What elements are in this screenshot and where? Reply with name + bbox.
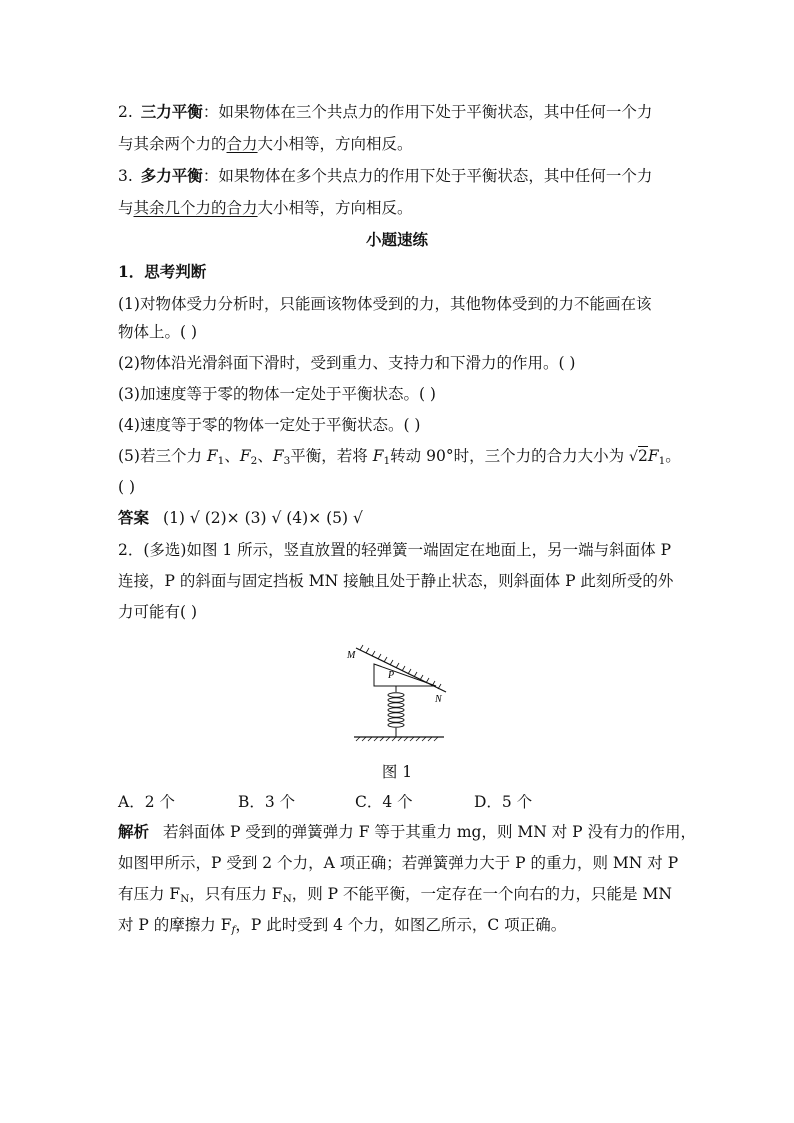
spring — [388, 686, 404, 737]
question-2-line1: 2．(多选)如图 1 所示，竖直放置的轻弹簧一端固定在地面上，另一端与斜面体 P — [118, 541, 672, 559]
statement-1a: (1)对物体受力分析时，只能画该物体受到的力，其他物体受到的力不能画在该 — [118, 295, 652, 313]
sqrt2-formula: $√2F_1$ — [629, 447, 666, 467]
paragraph-three-force-line1: 2. 三力平衡：如果物体在三个共点力的作用下处于平衡状态，其中任何一个力 — [118, 102, 653, 121]
label-p: P — [388, 670, 395, 681]
label-m: M — [347, 650, 356, 661]
question-1-title: 1．思考判断 — [118, 262, 207, 281]
figure-caption: 图 1 — [381, 763, 413, 781]
paragraph-multi-force-line2: 与其余几个力的合力大小相等，方向相反。 — [118, 199, 413, 217]
analysis-line4: 对 P 的摩擦力 $F_f$，P 此时受到 4 个力，如图乙所示，C 项正确。 — [118, 916, 567, 936]
analysis-line2: 如图甲所示，P 受到 2 个力，A 项正确；若弹簧弹力大于 P 的重力，则 MN 对 P — [118, 854, 679, 872]
option-a: A．2 个 — [118, 793, 175, 811]
paragraph-multi-force-line1: 3. 多力平衡：如果物体在多个共点力的作用下处于平衡状态，其中任何一个力 — [118, 166, 653, 185]
label-n: N — [435, 694, 442, 705]
option-b: B．3 个 — [238, 793, 296, 811]
option-d: D．5 个 — [474, 793, 533, 811]
statement-4: (4)速度等于零的物体一定处于平衡状态。( ) — [118, 416, 421, 434]
paragraph-three-force-line2: 与其余两个力的合力大小相等，方向相反。 — [118, 135, 413, 153]
option-c: C．4 个 — [355, 793, 413, 811]
statement-1b: 物体上。( ) — [118, 323, 198, 341]
statement-5: (5)若三个力 $F_1$、$F_2$、$F_3$平衡，若将 $F_1$转动 90°时，三个力的合力大小为 $√2F_1$。 — [118, 447, 681, 467]
analysis-line3: 有压力 $F_N$，只有压力 $F_N$，则 P 不能平衡，一定存在一个向右的力，只能是 MN — [118, 885, 672, 905]
section-title: 小题速练 — [365, 230, 428, 249]
question-2-line3: 力可能有( ) — [118, 603, 198, 621]
statement-3: (3)加速度等于零的物体一定处于平衡状态。( ) — [118, 385, 436, 403]
statement-2: (2)物体沿光滑斜面下滑时，受到重力、支持力和下滑力的作用。( ) — [118, 354, 576, 372]
question-2-line2: 连接，P 的斜面与固定挡板 MN 接触且处于静止状态，则斜面体 P 此刻所受的外 — [118, 572, 674, 590]
analysis-line1: 解析 若斜面体 P 受到的弹簧弹力 F 等于其重力 mg，则 MN 对 P 没有力的作用， — [118, 822, 697, 841]
statement-5-paren: ( ) — [118, 478, 136, 496]
figure-1-diagram — [340, 640, 460, 748]
answer-line: 答案 (1) √ (2)× (3) √ (4)× (5) √ — [118, 508, 363, 527]
